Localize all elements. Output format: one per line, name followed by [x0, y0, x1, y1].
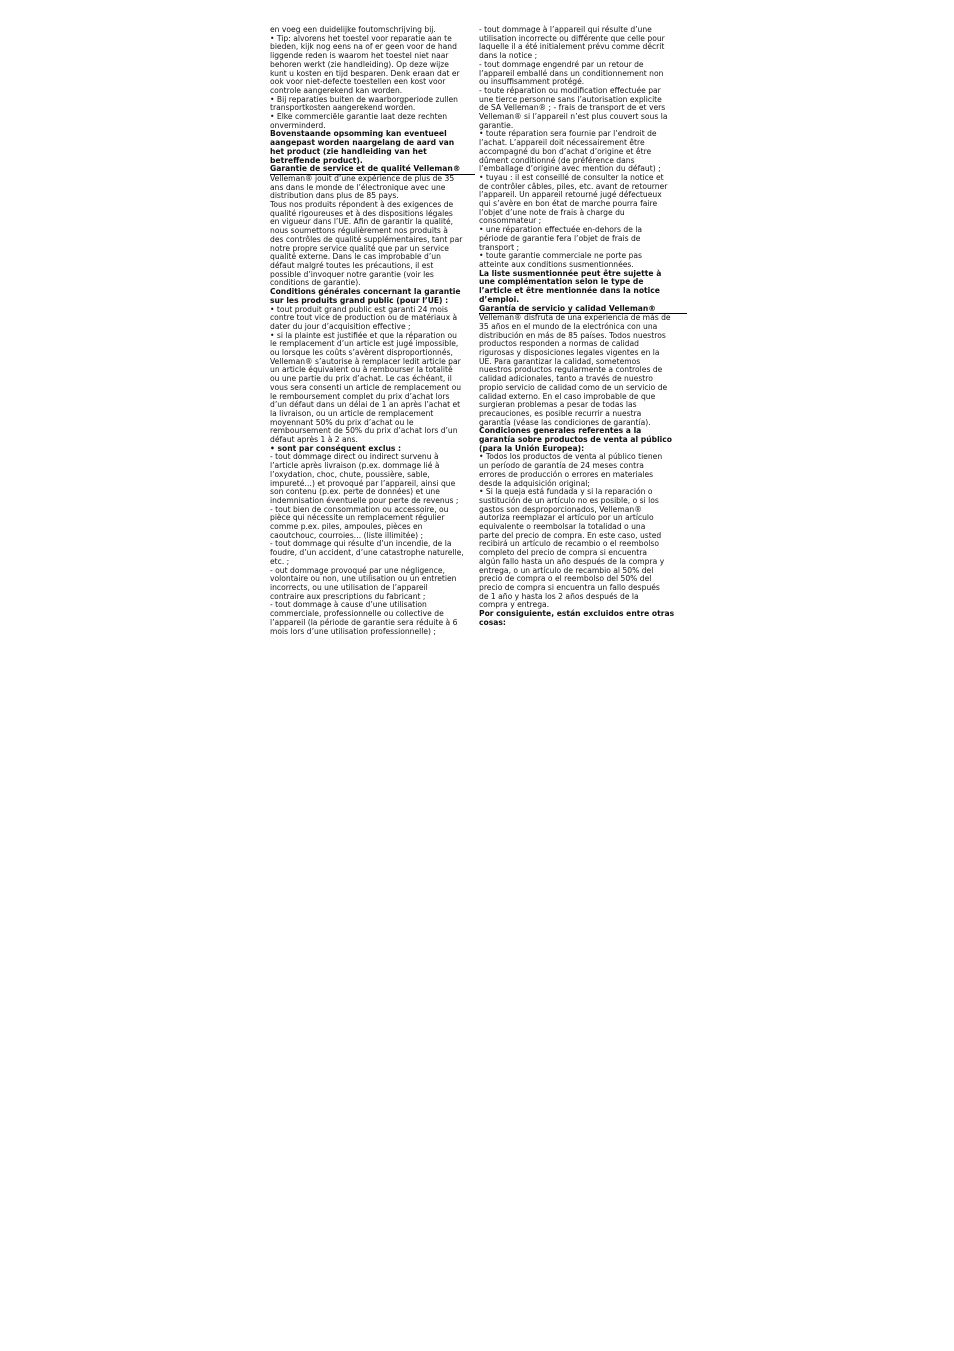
text-line: possible d’invoquer notre garantie (voir les [270, 269, 434, 279]
text-line: défaut après 1 à 2 ans. [270, 435, 358, 445]
es-warranty-intro [479, 314, 687, 427]
text-line: het product (zie handleiding van het [270, 146, 427, 156]
fr-warranty-heading: Garantie de service et de qualité Velleman® [270, 165, 475, 175]
text-line: contraire aux prescriptions du fabricant ; [270, 591, 426, 601]
text-line: l’objet d’une note de frais à charge du [479, 207, 625, 217]
es-conditions-list [479, 453, 687, 610]
text-line: Velleman® s’autorise à remplacer ledit article par [270, 356, 461, 366]
text-line: precio de compra si encuentra un fallo después [479, 583, 660, 592]
text-line: etc. ; [270, 556, 290, 566]
text-line: sur les produits grand public (pour l’UE) : [270, 295, 449, 305]
text-line: ook voor niet-defecte toestellen een kost voor [270, 77, 446, 87]
text-line: behoren werkt (zie handleiding). Op deze wijze [270, 59, 449, 69]
text-line: calidad externo. En el caso improbable de que [479, 391, 656, 401]
text-line: rigurosas y disposiciones legales vigentes en la [479, 348, 660, 358]
right-column [479, 26, 687, 628]
text-line: dûment conditionné (de préférence dans [479, 155, 635, 165]
text-line: Condiciones generales referentes a la [479, 426, 642, 436]
text-line: • tuyau : il est conseillé de consulter la notice et [479, 172, 664, 182]
fr-warranty-note [479, 270, 687, 305]
text-line: transport ; [479, 242, 520, 252]
text-line: période de garantie fera l’objet de frais de [479, 233, 641, 243]
text-line: notre propre service qualité que par un service [270, 243, 449, 253]
text-line: indemnisation éventuelle pour perte de revenus ; [270, 495, 459, 505]
text-line: caoutchouc, courroies… (liste illimitée) ; [270, 530, 424, 540]
text-line: - tout dommage qui résulte d’un incendie, de la [270, 539, 452, 549]
text-line: défaut malgré toutes les précautions, il est [270, 260, 434, 270]
text-line: • Elke commerciële garantie laat deze rechten [270, 112, 448, 122]
fr-excluded-list [270, 453, 475, 636]
text-line: qui s’avère en bon état de marche pourra faire [479, 199, 658, 209]
nl-warranty-text [270, 26, 475, 130]
text-line: - tout bien de consommation ou accessoire, ou [270, 504, 449, 514]
text-line: incorrects, ou une utilisation de l’appareil [270, 583, 428, 592]
text-line: pièce qui nécessite un remplacement régulier [270, 513, 445, 523]
text-line: - toute réparation ou modification effectuée par [479, 85, 661, 95]
text-line: l’article après livraison (p.ex. dommage lié à [270, 461, 440, 471]
es-warranty-heading: Garantía de servicio y calidad Velleman® [479, 305, 687, 315]
text-line: • Bij reparaties buiten de waarborgperiode zullen [270, 94, 458, 104]
text-line: remboursement de 50% du prix d’achat lors d’un [270, 426, 458, 436]
text-line: autoriza reemplazar el artículo por un artículo [479, 513, 654, 523]
text-line: l’emballage d’origine avec mention du défaut) ; [479, 164, 661, 174]
fr-excluded-heading: • sont par conséquent exclus : [270, 443, 402, 453]
text-line: • tout produit grand public est garanti 24 mois [270, 304, 448, 314]
text-line: ou insuffisamment protégé. [479, 77, 585, 87]
text-line: le remboursement complet du prix d’achat lors [270, 391, 450, 401]
text-line: surgieran problemas a pesar de todas las [479, 400, 637, 410]
text-line: l’oxydation, choc, chute, poussière, sable, [270, 469, 430, 479]
text-line: • si la plainte est justifiée et que la réparation ou [270, 330, 457, 340]
text-line: • une réparation effectuée en-dehors de la [479, 225, 643, 235]
text-line: sustitución de un artículo no es posible, o si los [479, 495, 659, 505]
text-line: • toute garantie commerciale ne porte pas [479, 251, 642, 261]
text-line: le remplacement d’un article est jugé impossible, [270, 339, 459, 349]
text-line: Velleman® disfruta de una experiencia de más de [479, 313, 671, 323]
text-line: precio de compra o el reembolso del 50% del [479, 574, 652, 584]
text-line: parte del precio de compra. En este caso, usted [479, 530, 662, 540]
text-line: (para la Unión Europea): [479, 443, 585, 453]
text-line: entrega, o un artículo de recambio al 50% del [479, 565, 654, 575]
text-line: la livraison, ou un article de remplacement [270, 408, 434, 418]
text-line: vous sera consenti un article de remplacement ou [270, 382, 462, 392]
text-line: atteinte aux conditions susmentionnées. [479, 259, 634, 269]
text-line: gastos son desproporcionados, Velleman® [479, 504, 642, 514]
text-line: ou une partie du prix d’achat. Le cas échéant, il [270, 374, 452, 384]
text-line: equivalente o reembolsar la totalidad o una [479, 522, 646, 532]
text-line: garantía sobre productos de venta al público [479, 435, 673, 445]
text-line: distribución en más de 85 países. Todos nuestros [479, 330, 666, 340]
text-line: dater du jour d’acquisition effective ; [270, 321, 411, 331]
text-line: un período de garantía de 24 meses contra [479, 461, 644, 471]
text-line: errores de producción o errores en materiales [479, 469, 654, 479]
text-line: liggende reden is waarom het toestel niet naar [270, 51, 449, 61]
fr-excluded-continued [479, 26, 687, 270]
text-line: - tout dommage direct ou indirect survenu à [270, 452, 439, 462]
text-line: distribution dans plus de 85 pays. [270, 191, 399, 201]
text-line: l’article et être mentionnée dans la notice [479, 286, 660, 296]
text-line: un article équivalent ou à rembourser la totalité [270, 365, 453, 375]
text-line: - tout dommage engendré par un retour de [479, 59, 644, 69]
text-line: foudre, d’un accident, d’une catastrophe naturelle, [270, 548, 464, 558]
text-line: garantía (véase las condiciones de garantía). [479, 417, 651, 427]
text-line: precauciones, es posible recurrir a nuestra [479, 408, 642, 418]
text-line: laquelle il a été initialement prévu comme décrit [479, 42, 665, 52]
text-line: 35 años en el mundo de la electrónica con una [479, 321, 658, 331]
text-line: • Tip: alvorens het toestel voor reparatie aan te [270, 33, 452, 43]
text-line: garantie. [479, 120, 514, 130]
text-line: desde la adquisición original; [479, 478, 590, 488]
text-line: l’appareil emballé dans un conditionnement non [479, 68, 664, 78]
text-line: onverminderd. [270, 120, 326, 130]
text-line: en voeg een duidelijke foutomschrijving bij. [270, 25, 436, 34]
text-line: Bovenstaande opsomming kan eventueel [270, 129, 447, 139]
text-line: nous soumettons régulièrement nos produits à [270, 226, 448, 236]
text-line: controle aangerekend kan worden. [270, 85, 403, 95]
text-line: La liste susmentionnée peut être sujette à [479, 268, 662, 278]
text-line: l’appareil (la période de garantie sera réduite à 6 [270, 617, 458, 627]
text-line: • Si la queja está fundada y si la reparación o [479, 487, 653, 497]
text-line: son contenu (p.ex. perte de données) et une [270, 487, 440, 497]
text-line: transportkosten aangerekend worden. [270, 103, 416, 113]
text-line: Velleman® jouit d’une expérience de plus de 35 [270, 173, 455, 183]
text-line: bieden, kijk nog eens na of er geen voor de hand [270, 42, 457, 52]
text-line: - tout dommage à l’appareil qui résulte d’une [479, 25, 652, 34]
fr-warranty-intro [270, 175, 475, 288]
fr-conditions-heading [270, 288, 475, 305]
es-excluded-heading [479, 610, 687, 627]
text-line: cosas: [479, 617, 506, 627]
text-line: - tout dommage à cause d’une utilisation [270, 600, 427, 610]
text-line: nuestros productos regularmente a controles de [479, 365, 663, 375]
text-line: moyennant 50% du prix d’achat ou le [270, 417, 414, 427]
text-line: calidad adicionales, tanto a través de nuestro [479, 374, 653, 384]
text-line: kunt u kosten en tijd besparen. Denk eraan dat er [270, 68, 460, 78]
text-line: UE. Para garantizar la calidad, sometemos [479, 356, 641, 366]
text-line: de contrôler câbles, piles, etc. avant de retourner [479, 181, 668, 191]
text-line: en vigueur dans l’UE. Afin de garantir la qualité, [270, 217, 454, 227]
text-line: Tous nos produits répondent à des exigences de [270, 200, 454, 210]
text-line: qualité externe. Dans le cas improbable d’un [270, 252, 441, 262]
text-line: qualité rigoureuses et à des dispositions légales [270, 208, 453, 218]
text-line: une tierce personne sans l’autorisation explicite [479, 94, 662, 104]
text-line: comme p.ex. piles, ampoules, pièces en [270, 522, 423, 532]
text-line: conditions de garantie). [270, 278, 361, 288]
text-line: productos responden a normas de calidad [479, 339, 639, 349]
text-line: commerciale, professionnelle ou collective de [270, 609, 444, 619]
text-line: recibirá un artículo de recambio o el reembolso [479, 539, 659, 549]
text-line: une complémentation selon le type de [479, 277, 644, 287]
text-line: betreffende product). [270, 155, 363, 165]
text-line: Velleman® si l’appareil n’est plus couvert sous la [479, 112, 668, 122]
text-line: completo del precio de compra si encuentra [479, 548, 647, 558]
text-line: dans la notice ; [479, 51, 538, 61]
text-line: mois lors d’une utilisation professionnelle) ; [270, 626, 436, 636]
text-line: ans dans le monde de l’électronique avec une [270, 182, 446, 192]
text-line: de 1 año y hasta los 2 años después de la [479, 591, 639, 601]
text-line: impureté…) et provoqué par l’appareil, ainsi que [270, 478, 456, 488]
fr-conditions-list [270, 306, 475, 445]
text-line: Conditions générales concernant la garantie [270, 287, 461, 297]
nl-warranty-note [270, 130, 475, 165]
es-conditions-heading [479, 427, 687, 453]
text-line: consommateur ; [479, 216, 542, 226]
text-line: algún fallo hasta un año después de la compra y [479, 556, 665, 566]
text-line: des contrôles de qualité supplémentaires, tant par [270, 234, 463, 244]
text-line: Por consiguiente, están excluidos entre otras [479, 609, 675, 619]
text-line: accompagné du bon d’achat d’origine et être [479, 146, 652, 156]
text-line: aangepast worden naargelang de aard van [270, 138, 455, 148]
text-line: - out dommage provoqué par une négligence, [270, 565, 445, 575]
text-line: contre tout vice de production ou de matériaux à [270, 313, 458, 323]
left-column [270, 26, 475, 636]
text-line: • toute réparation sera fournie par l’endroit de [479, 129, 657, 139]
text-line: utilisation incorrecte ou différente que celle pour [479, 33, 665, 43]
text-line: de SA Velleman® ; - frais de transport de et vers [479, 103, 666, 113]
text-line: volontaire ou non, une utilisation ou un entretien [270, 574, 457, 584]
text-line: l’appareil. Un appareil retourné jugé défectueux [479, 190, 662, 200]
text-line: ou lorsque les coûts s’avèrent disproportionnés, [270, 348, 453, 358]
text-line: • Todos los productos de venta al público tienen [479, 452, 663, 462]
text-line: propio servicio de calidad como de un servicio de [479, 382, 668, 392]
text-line: compra y entrega. [479, 600, 550, 610]
text-line: l’achat. L’appareil doit nécessairement être [479, 138, 645, 148]
text-line: d’un défaut dans un délai de 1 an après l’achat et [270, 400, 461, 410]
text-line: d’emploi. [479, 294, 520, 304]
